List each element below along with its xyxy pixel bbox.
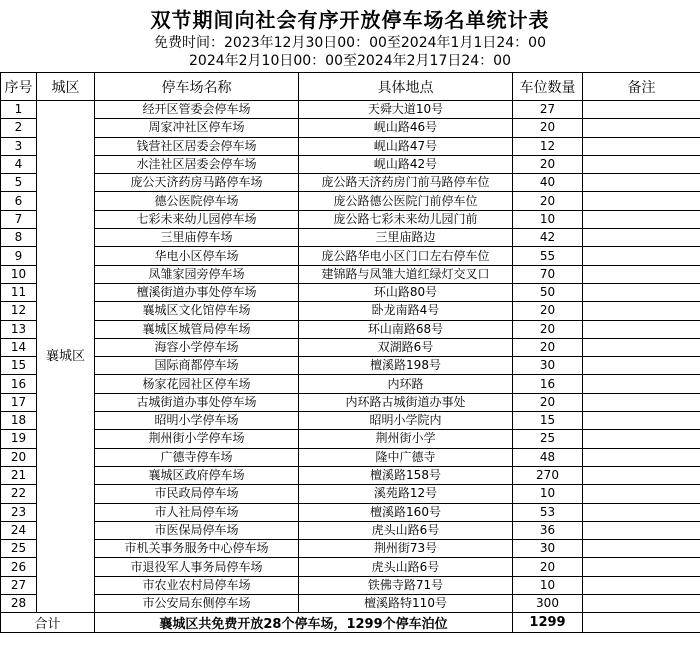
free-time-line-2: 2024年2月10日00：00至2024年2月17日24：00 [189, 53, 511, 69]
row-spaces: 36 [513, 521, 583, 539]
row-spaces: 20 [513, 155, 583, 173]
row-note [583, 302, 700, 320]
row-spaces: 10 [513, 576, 583, 594]
row-name: 檀溪街道办事处停车场 [95, 283, 299, 301]
row-location: 岘山路47号 [299, 137, 513, 155]
row-name: 市退役军人事务局停车场 [95, 558, 299, 576]
row-no: 2 [1, 119, 37, 137]
row-name: 市机关事务服务中心停车场 [95, 540, 299, 558]
row-name: 荆州街小学停车场 [95, 430, 299, 448]
row-location: 三里庙路边 [299, 229, 513, 247]
row-no: 1 [1, 101, 37, 119]
row-location: 双湖路6号 [299, 338, 513, 356]
row-no: 9 [1, 247, 37, 265]
row-location: 建锦路与凤雏大道红绿灯交叉口 [299, 265, 513, 283]
row-spaces: 27 [513, 101, 583, 119]
row-spaces: 16 [513, 375, 583, 393]
row-note [583, 521, 700, 539]
table-row [1, 503, 700, 521]
header-no: 序号 [1, 73, 37, 101]
row-spaces: 25 [513, 430, 583, 448]
header-district: 城区 [37, 73, 95, 101]
header-spaces: 车位数量 [513, 73, 583, 101]
row-name: 襄城区文化馆停车场 [95, 302, 299, 320]
table-row [1, 265, 700, 283]
table-row [1, 357, 700, 375]
table-row [1, 393, 700, 411]
row-note [583, 137, 700, 155]
row-location: 庞公路华电小区门口左右停车位 [299, 247, 513, 265]
row-spaces: 12 [513, 137, 583, 155]
row-note [583, 192, 700, 210]
row-location: 天舜大道10号 [299, 101, 513, 119]
table-row [1, 595, 700, 613]
row-location: 庞公路德公医院门前停车位 [299, 192, 513, 210]
row-name: 市医保局停车场 [95, 521, 299, 539]
header-note: 备注 [583, 73, 700, 101]
total-label: 合计 [1, 613, 95, 633]
total-note [583, 613, 700, 633]
row-location: 虎头山路6号 [299, 521, 513, 539]
row-location: 檀溪路158号 [299, 466, 513, 484]
table-row [1, 558, 700, 576]
table-row [1, 485, 700, 503]
row-spaces: 50 [513, 283, 583, 301]
row-name: 杨家花园社区停车场 [95, 375, 299, 393]
row-note [583, 558, 700, 576]
row-spaces: 10 [513, 210, 583, 228]
row-no: 4 [1, 155, 37, 173]
row-location: 隆中广德寺 [299, 448, 513, 466]
row-location: 内环路古城街道办事处 [299, 393, 513, 411]
table-row [1, 192, 700, 210]
row-spaces: 300 [513, 595, 583, 613]
row-name: 市民政局停车场 [95, 485, 299, 503]
row-no: 11 [1, 283, 37, 301]
row-no: 5 [1, 174, 37, 192]
row-note [583, 595, 700, 613]
row-name: 市人社局停车场 [95, 503, 299, 521]
row-no: 8 [1, 229, 37, 247]
table-row [1, 302, 700, 320]
row-spaces: 42 [513, 229, 583, 247]
district-cell: 襄城区 [37, 101, 95, 613]
row-note [583, 540, 700, 558]
table-row [1, 101, 700, 119]
row-note [583, 174, 700, 192]
row-note [583, 210, 700, 228]
row-name: 七彩未来幼儿园停车场 [95, 210, 299, 228]
row-name: 昭明小学停车场 [95, 412, 299, 430]
row-location: 溪苑路12号 [299, 485, 513, 503]
row-no: 21 [1, 466, 37, 484]
row-no: 18 [1, 412, 37, 430]
table-row [1, 466, 700, 484]
parking-table [0, 72, 700, 633]
row-no: 27 [1, 576, 37, 594]
row-note [583, 155, 700, 173]
row-location: 内环路 [299, 375, 513, 393]
table-row [1, 283, 700, 301]
row-no: 10 [1, 265, 37, 283]
row-note [583, 448, 700, 466]
row-name: 庞公天济药房马路停车场 [95, 174, 299, 192]
row-location: 虎头山路6号 [299, 558, 513, 576]
row-location: 荆州街73号 [299, 540, 513, 558]
table-row [1, 576, 700, 594]
row-note [583, 485, 700, 503]
row-spaces: 70 [513, 265, 583, 283]
free-time-line-1: 免费时间：2023年12月30日00：00至2024年1月1日24：00 [154, 35, 546, 51]
row-no: 3 [1, 137, 37, 155]
table-row [1, 174, 700, 192]
row-name: 市公安局东侧停车场 [95, 595, 299, 613]
row-location: 岘山路42号 [299, 155, 513, 173]
row-location: 檀溪路特110号 [299, 595, 513, 613]
table-row [1, 229, 700, 247]
row-spaces: 15 [513, 412, 583, 430]
row-note [583, 576, 700, 594]
row-note [583, 119, 700, 137]
row-spaces: 20 [513, 320, 583, 338]
row-name: 襄城区城管局停车场 [95, 320, 299, 338]
row-note [583, 412, 700, 430]
row-location: 檀溪路160号 [299, 503, 513, 521]
row-note [583, 430, 700, 448]
row-no: 12 [1, 302, 37, 320]
row-location: 环山南路68号 [299, 320, 513, 338]
row-name: 三里庙停车场 [95, 229, 299, 247]
header-name: 停车场名称 [95, 73, 299, 101]
row-no: 16 [1, 375, 37, 393]
row-no: 23 [1, 503, 37, 521]
row-name: 海容小学停车场 [95, 338, 299, 356]
row-name: 德公医院停车场 [95, 192, 299, 210]
row-name: 凤雏家园旁停车场 [95, 265, 299, 283]
row-note [583, 393, 700, 411]
row-spaces: 48 [513, 448, 583, 466]
row-name: 钱营社区居委会停车场 [95, 137, 299, 155]
row-location: 铁佛寺路71号 [299, 576, 513, 594]
row-name: 经开区管委会停车场 [95, 101, 299, 119]
row-spaces: 20 [513, 558, 583, 576]
row-no: 17 [1, 393, 37, 411]
row-spaces: 40 [513, 174, 583, 192]
row-no: 7 [1, 210, 37, 228]
table-row [1, 521, 700, 539]
total-spaces: 1299 [513, 613, 583, 633]
row-spaces: 20 [513, 302, 583, 320]
row-name: 华电小区停车场 [95, 247, 299, 265]
row-note [583, 320, 700, 338]
row-note [583, 503, 700, 521]
header-row [1, 73, 700, 101]
table-row [1, 338, 700, 356]
row-spaces: 20 [513, 119, 583, 137]
total-summary: 襄城区共免费开放28个停车场，1299个停车泊位 [95, 613, 513, 633]
row-note [583, 338, 700, 356]
row-no: 28 [1, 595, 37, 613]
row-note [583, 229, 700, 247]
row-note [583, 247, 700, 265]
row-spaces: 10 [513, 485, 583, 503]
table-row [1, 247, 700, 265]
table-row [1, 375, 700, 393]
row-no: 6 [1, 192, 37, 210]
row-name: 国际商都停车场 [95, 357, 299, 375]
row-spaces: 20 [513, 338, 583, 356]
table-row [1, 210, 700, 228]
row-no: 26 [1, 558, 37, 576]
row-spaces: 20 [513, 192, 583, 210]
row-no: 20 [1, 448, 37, 466]
table-row [1, 448, 700, 466]
row-name: 广德寺停车场 [95, 448, 299, 466]
row-spaces: 30 [513, 540, 583, 558]
row-no: 15 [1, 357, 37, 375]
row-no: 24 [1, 521, 37, 539]
table-row [1, 430, 700, 448]
row-no: 19 [1, 430, 37, 448]
row-location: 环山路80号 [299, 283, 513, 301]
row-no: 13 [1, 320, 37, 338]
row-spaces: 30 [513, 357, 583, 375]
row-location: 庞公路七彩未来幼儿园门前 [299, 210, 513, 228]
row-location: 庞公路天济药房门前马路停车位 [299, 174, 513, 192]
row-note [583, 357, 700, 375]
row-note [583, 375, 700, 393]
row-note [583, 466, 700, 484]
page-title: 双节期间向社会有序开放停车场名单统计表 [150, 8, 550, 32]
row-name: 襄城区政府停车场 [95, 466, 299, 484]
table-row [1, 155, 700, 173]
row-location: 昭明小学院内 [299, 412, 513, 430]
row-location: 荆州街小学 [299, 430, 513, 448]
row-name: 古城街道办事处停车场 [95, 393, 299, 411]
row-location: 卧龙南路4号 [299, 302, 513, 320]
table-row [1, 412, 700, 430]
row-note [583, 265, 700, 283]
row-name: 市农业农村局停车场 [95, 576, 299, 594]
row-name: 周家冲社区停车场 [95, 119, 299, 137]
row-location: 岘山路46号 [299, 119, 513, 137]
table-row [1, 137, 700, 155]
row-no: 22 [1, 485, 37, 503]
table-row [1, 540, 700, 558]
row-spaces: 53 [513, 503, 583, 521]
row-spaces: 270 [513, 466, 583, 484]
table-row [1, 119, 700, 137]
row-no: 25 [1, 540, 37, 558]
row-spaces: 55 [513, 247, 583, 265]
row-location: 檀溪路198号 [299, 357, 513, 375]
row-note [583, 283, 700, 301]
row-note [583, 101, 700, 119]
total-row [1, 613, 700, 633]
row-no: 14 [1, 338, 37, 356]
row-spaces: 20 [513, 393, 583, 411]
table-row [1, 320, 700, 338]
row-name: 水洼社区居委会停车场 [95, 155, 299, 173]
header-location: 具体地点 [299, 73, 513, 101]
